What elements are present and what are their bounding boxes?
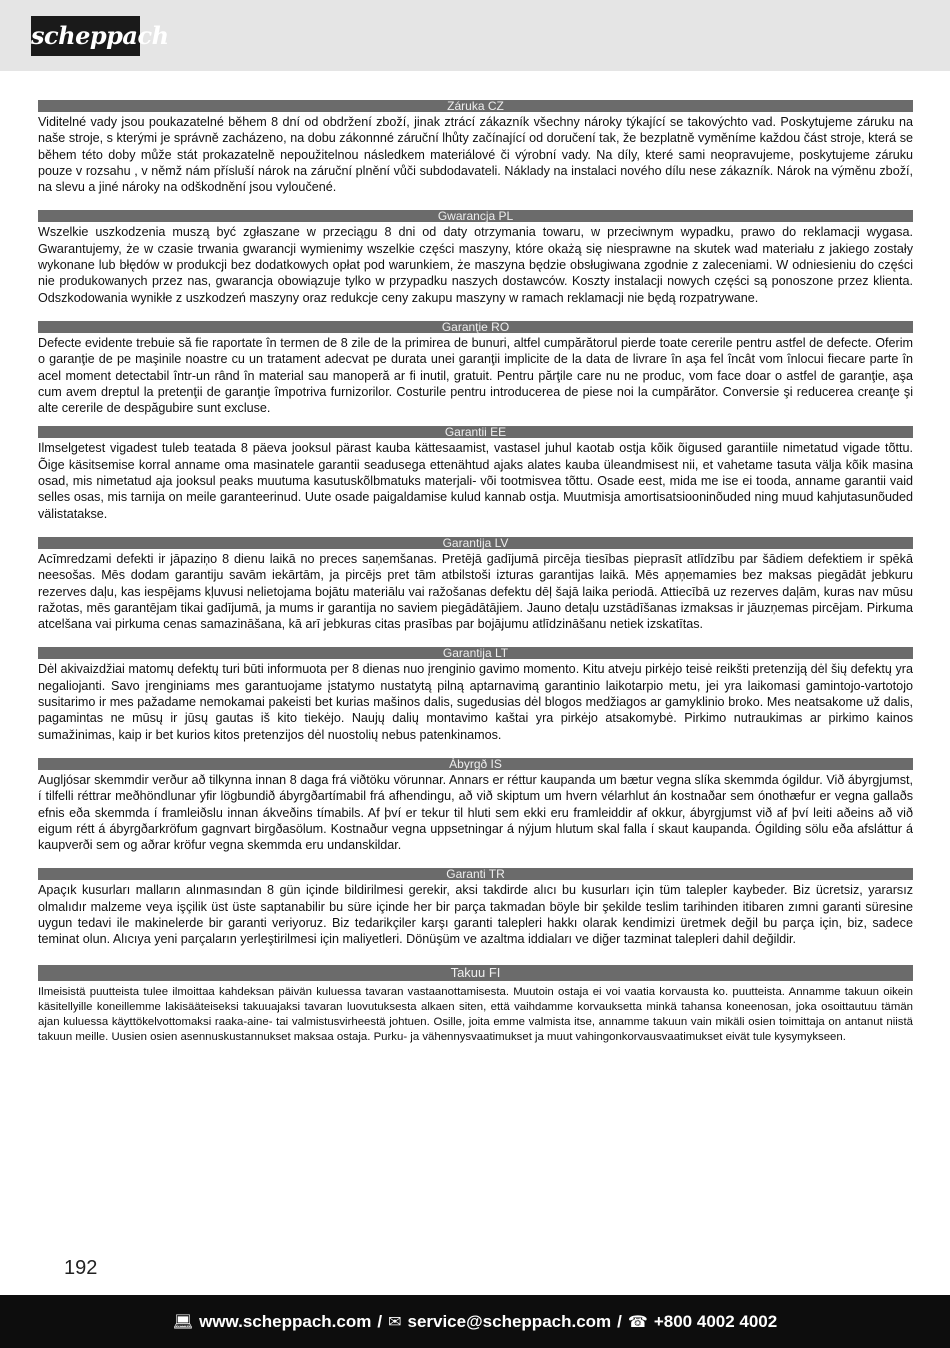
section-body: Wszelkie uszkodzenia muszą być zgłaszane w przeciągu 8 dni od daty otrzymania towaru, w przeciwnym wypadku, prawo do reklamacji wygasa. Gwarantujemy, że w czasie trwania gwarancji wymienimy wszelkie części maszyny, które okażą się niesprawne na skutek wad materiału z jakiego zostały wykonane lub błędów w produkcji bez dodatkowych opłat pod warunkiem, że maszyna będzie obsługiwana zgodnie z zaleceniami. W odniesieniu do części nie produkowanych przez nas, gwarancja obowiązuje tylko w przypadku naszych dostawców. Koszty instalacji nowych części są ponoszone przez klienta. Odszkodowania wynikłe z uszkodzeń maszyny oraz redukcje ceny zakupu maszyny w ramach reklamacji nie będą rozpatrywane. <box>38 225 913 305</box>
warranty-section-lt <box>38 647 913 742</box>
warranty-section-ee <box>38 426 913 521</box>
section-header: Garanţie RO <box>38 321 913 333</box>
phone-icon: ☎︎ <box>627 1313 648 1331</box>
footer-separator: / <box>377 1311 383 1331</box>
section-header: Ábyrgð IS <box>38 758 913 770</box>
section-body: Ilmeisistä puutteista tulee ilmoittaa kahdeksan päivän kuluessa tavaran vastaanottamisesta. Muutoin ostaja ei voi vaatia korvausta ko. puutteista. Annamme takuun oikein käsitellyille koneillemme lakisääteiseksi takuuajaksi tavaran luovutuksesta alkaen siten, että vaihdamme korvauksetta minkä tahansa koneenosan, joka osoittautuu tämän ajan kuluessa käyttökelvottomaksi raaka-aine- tai valmistusvirheestä johtuen. Osille, joita emme valmista itse, annamme takuun vain mikäli osien toimittaja on antanut niistä takuun meille. Uusien osien asennuskustannukset maksaa ostaja. Purku- ja vähennysvaatimukset ja muut vahingonkorvausvaatimukset eivät tule kysymykseen. <box>38 985 913 1044</box>
footer-separator: / <box>617 1311 622 1331</box>
section-header: Garanti TR <box>38 868 913 880</box>
section-header: Takuu FI <box>38 965 913 981</box>
section-body: Augljósar skemmdir verður að tilkynna innan 8 daga frá viðtöku vörunnar. Annars er réttur kaupanda um bætur vegna slíka skemmda ógildur. Við ábyrgjumst, í tilfelli réttrar meðhöndlunar yfir lögbundið ábyrgðartímabil frá afhendingu, að við skiptum um hvern vélarhlut án kostnaðar sem ónothæfur er vegna gallaðs efnis eða skemmda í framleiðslu innan ákveðins tímabils. Af því er tekur til hluti sem ekki eru framleiddir af okkur, ábyrgjumst við af því leiti aðeins að við eigum rétt á ábyrgðarkröfum gagnvart birgðasölum. Kostnaður vegna uppsetningar á nýjum hlutum skal falla í skaut kaupanda. Ógilding sölu eða afsláttur á kaupverði sem og aðrar kröfur vegna skemmda eru undanskildar. <box>38 772 913 853</box>
warranty-section-cz <box>38 100 913 195</box>
warranty-content <box>38 100 913 1046</box>
section-header: Garantija LV <box>38 537 913 549</box>
section-body: Viditelné vady jsou poukazatelné během 8 dní od obdržení zboží, jinak ztrácí zákazník všechny nároky týkající se takovýchto vad. Poskytujeme záruku na naše stroje, s kterými je správně zacházeno, na dobu zákonnné záruční lhůty začínající od doručení tak, že bezplatně vyměníme každou část stroje, která se během této doby může stát prokazatelně nepoužitelnou následkem materiálové či výrobní vady. Na díly, které sami neopravujeme, poskytujeme záruku pouze v rozsahu , v němž nám přísluší nárok na záruční plnění vůči subdodavateli. Náklady na instalaci nového dílu nese zákazník. Nárok na výměnu zboží, na slevu a jiné nároky na odškodnění jsou vyloučené. <box>38 115 913 195</box>
warranty-section-ro <box>38 321 913 416</box>
section-header: Gwarancja PL <box>38 210 913 222</box>
top-bar <box>0 0 950 71</box>
section-header: Garantii EE <box>38 426 913 438</box>
mail-icon: ✉︎ <box>388 1313 402 1331</box>
warranty-section-fi <box>38 965 913 1046</box>
warranty-section-tr <box>38 868 913 947</box>
computer-icon: 💻︎ <box>172 1313 194 1331</box>
section-body: Apaçık kusurları malların alınmasından 8 gün içinde bildirilmesi gerekir, aksi takdirde alıcı bu kusurları için tüm talepler kaybeder. Biz ücretsiz, yararsız olmalıdır malzeme veya işçilik üst üste saptanabilir bu süre içinde her bir parça takmadan böyle bir şekilde teslim tarihinden itibaren zımni garanti süresine uygun tedavi ile makinelerde bir garanti veriyoruz. Biz tedarikçiler karşı garanti talepleri hakkı olarak kendimizi üretmek değil bu parça için, biz, sadece teminat olun. Alıcıya yeni parçaların yerleştirilmesi için maliyetleri. Dönüşüm ve azaltma iddiaları ve diğer tazminat talepleri dahil değildir. <box>38 883 913 947</box>
section-body: Ilmselgetest vigadest tuleb teatada 8 päeva jooksul pärast kauba kättesaamist, vastasel juhul kaotab ostja kõik õigused garantiile nimetatud vigade tõttu. Õige käsitsemise korral anname oma masinatele garantii seadusega ettenähtud ajaks alates kauba üleandmisest nii, et vahetame tasuta välja kõik masina osad, mis nimetatud aja jooksul peaks muutuma kasutuskõlbmatuks materjali- või tootmisvea tõttu. Osade eest, mida me ise ei tooda, anname garantii vaid selles osas, mis tarnija on meile garanteerinud. Uute osade paigaldamise kulud kannab ostja. Muutmisja amortisatsiooninõuded ning muud kahjutasunõuded välistatakse. <box>38 441 913 521</box>
section-header: Záruka CZ <box>38 100 913 112</box>
section-body: Defecte evidente trebuie să fie raportate în termen de 8 zile de la primirea de bunuri, altfel cumpărătorul pierde toate cererile pentru astfel de defecte. Oferim o garanţie de pe maşinile noastre cu un tratament adecvat pe durata unei garanţii implicite de la data de livrare în aşa fel încât vom înlocui fiecare parte în acel moment detectabil într-un rând în material sau manoperă ar fi inutil, gratuit. Pentru părţile care nu ne produc, vom face doar o astfel de garanţie, aşa cum avem dreptul la pretenţii de garanţie împotriva furnizorilor. Costurile pentru introducerea de piese noi la cumpărător. Conversie şi reducerea creanţe şi alte cererile de despăgubire sunt excluse. <box>38 335 913 416</box>
warranty-section-lv <box>38 537 913 632</box>
section-header: Garantija LT <box>38 647 913 659</box>
section-body: Dėl akivaizdžiai matomų defektų turi būti informuota per 8 dienas nuo įrenginio gavimo momento. Kitu atveju pirkėjo teisė reikšti pretenziją dėl šių defektų yra negaliojanti. Savo įrenginiams mes garantuojame įstatymo nustatytą pilną aptarnavimą garantinio laikotarpio metu, jei yra laikomasi gamintojo-vartotojo susitarimo ir mes pažadame nemokamai pakeisti bet kurias mašinos dalis, sugedusias dėl blogos medžiagos ar gamyklinio broko. Mes neatsakome už dalis, pagamintas ne mūsų ir jūsų gautas iš kito tiekėjo. Naujų dalių montavimo kaštai yra pirkėjo atsakomybė. Pirkimo nutraukimas ar pirkimo kainos sumažinimas, kaip ir bet kurios kitos pretenzijos dėl nuostolių nebus patenkinamos. <box>38 662 913 742</box>
section-body: Acīmredzami defekti ir jāpaziņo 8 dienu laikā no preces saņemšanas. Pretējā gadījumā pircēja tiesības pieprasīt atlīdzību par šādiem defektiem ir spēkā neesošas. Mēs dodam garantiju savām iekārtām, ja pircējs pret tām atbilstoši izturas garantijas laikā. Mēs apņemamies bez maksas piegādāt jebkuru rezerves daļu, kas iespējams kļuvusi nelietojama bojātu materiālu vai ražošanas defektu dēļ šajā laika periodā. Attiecībā uz rezerves daļām, kuras nav mūsu ražotas, mēs garantējam tikai gadījumā, ja mums ir garantija no saviem piegādātājiem. Jauno detaļu uzstādīšanas izmaksas ir jāuzņemas pircējam. Pirkuma atcelšana vai pirkuma cenas samazināšana, kā arī jebkuras citas prasības par bojājumu atlīdzināšanu netiek izskatītas. <box>38 551 913 632</box>
website-link[interactable]: www.scheppach.com <box>199 1311 372 1331</box>
warranty-section-pl <box>38 210 913 305</box>
email-link[interactable]: service@scheppach.com <box>407 1311 612 1331</box>
scheppach-logo: scheppach <box>31 16 140 56</box>
footer-bar <box>0 1295 950 1348</box>
warranty-section-is <box>38 758 913 853</box>
page-number: 192 <box>64 1257 98 1279</box>
phone-number[interactable]: +800 4002 4002 <box>653 1311 778 1331</box>
